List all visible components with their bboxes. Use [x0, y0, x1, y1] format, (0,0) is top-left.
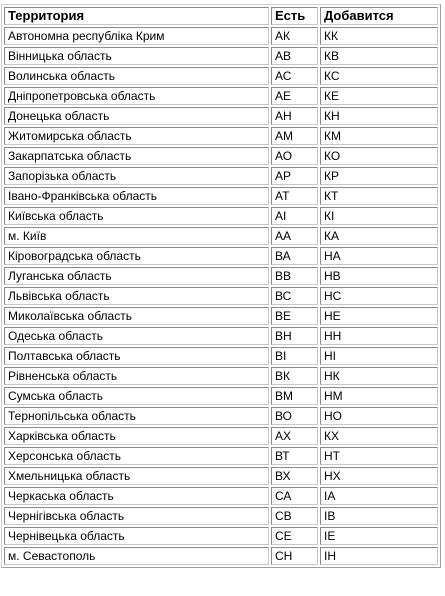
territory-cell: Автономна республіка Крим — [4, 27, 269, 45]
table-row — [4, 87, 438, 105]
territory-cell: Запорізька область — [4, 167, 269, 185]
new-code-cell: КС — [320, 67, 438, 85]
new-code-cell: НМ — [320, 387, 438, 405]
new-code-cell: КВ — [320, 47, 438, 65]
territory-cell: Херсонська область — [4, 447, 269, 465]
table-row — [4, 67, 438, 85]
current-code-cell: АА — [271, 227, 318, 245]
table-row — [4, 167, 438, 185]
table-row — [4, 147, 438, 165]
current-code-cell: АТ — [271, 187, 318, 205]
territory-cell: Івано-Франківська область — [4, 187, 269, 205]
header-territory: Территория — [4, 7, 269, 25]
territory-cell: Тернопільська область — [4, 407, 269, 425]
current-code-cell: ВН — [271, 327, 318, 345]
table-row — [4, 27, 438, 45]
new-code-cell: ІА — [320, 487, 438, 505]
territory-cell: Луганська область — [4, 267, 269, 285]
new-code-cell: НЕ — [320, 307, 438, 325]
territory-cell: Чернігівська область — [4, 507, 269, 525]
table-row — [4, 547, 438, 565]
table-row — [4, 47, 438, 65]
territory-cell: Чернівецька область — [4, 527, 269, 545]
territory-cell: Хмельницька область — [4, 467, 269, 485]
table-row — [4, 327, 438, 345]
current-code-cell: СЕ — [271, 527, 318, 545]
current-code-cell: ВМ — [271, 387, 318, 405]
current-code-cell: ВА — [271, 247, 318, 265]
current-code-cell: АМ — [271, 127, 318, 145]
new-code-cell: КК — [320, 27, 438, 45]
table-row — [4, 427, 438, 445]
territory-cell: Вінницька область — [4, 47, 269, 65]
territory-cell: Закарпатська область — [4, 147, 269, 165]
territory-cell: Кіровоградська область — [4, 247, 269, 265]
table-row — [4, 247, 438, 265]
current-code-cell: АХ — [271, 427, 318, 445]
new-code-cell: НС — [320, 287, 438, 305]
current-code-cell: ВЕ — [271, 307, 318, 325]
table-body — [4, 27, 438, 565]
current-code-cell: ВО — [271, 407, 318, 425]
new-code-cell: КА — [320, 227, 438, 245]
territory-cell: м. Київ — [4, 227, 269, 245]
region-codes-table — [1, 4, 441, 568]
table-row — [4, 387, 438, 405]
table-row — [4, 227, 438, 245]
table-row — [4, 187, 438, 205]
current-code-cell: АС — [271, 67, 318, 85]
current-code-cell: СН — [271, 547, 318, 565]
current-code-cell: ВВ — [271, 267, 318, 285]
new-code-cell: НІ — [320, 347, 438, 365]
territory-cell: Київська область — [4, 207, 269, 225]
new-code-cell: НА — [320, 247, 438, 265]
header-current-code: Есть — [271, 7, 318, 25]
territory-cell: м. Севастополь — [4, 547, 269, 565]
new-code-cell: КІ — [320, 207, 438, 225]
table-row — [4, 347, 438, 365]
new-code-cell: ІВ — [320, 507, 438, 525]
new-code-cell: НВ — [320, 267, 438, 285]
current-code-cell: АК — [271, 27, 318, 45]
table-row — [4, 487, 438, 505]
table-row — [4, 107, 438, 125]
current-code-cell: ВІ — [271, 347, 318, 365]
new-code-cell: КХ — [320, 427, 438, 445]
current-code-cell: АО — [271, 147, 318, 165]
current-code-cell: АЕ — [271, 87, 318, 105]
table-row — [4, 267, 438, 285]
territory-cell: Черкаська область — [4, 487, 269, 505]
current-code-cell: СА — [271, 487, 318, 505]
territory-cell: Дніпропетровська область — [4, 87, 269, 105]
table-row — [4, 287, 438, 305]
table-row — [4, 507, 438, 525]
new-code-cell: КН — [320, 107, 438, 125]
territory-cell: Донецька область — [4, 107, 269, 125]
new-code-cell: ІЕ — [320, 527, 438, 545]
current-code-cell: ВК — [271, 367, 318, 385]
new-code-cell: НО — [320, 407, 438, 425]
new-code-cell: НТ — [320, 447, 438, 465]
territory-cell: Харківська область — [4, 427, 269, 445]
new-code-cell: НН — [320, 327, 438, 345]
current-code-cell: ВТ — [271, 447, 318, 465]
table-row — [4, 207, 438, 225]
table-header-row — [4, 7, 438, 25]
table-row — [4, 467, 438, 485]
territory-cell: Сумська область — [4, 387, 269, 405]
table-row — [4, 367, 438, 385]
territory-cell: Волинська область — [4, 67, 269, 85]
clipped-text-above — [0, 0, 445, 2]
current-code-cell: АІ — [271, 207, 318, 225]
table-row — [4, 407, 438, 425]
new-code-cell: КР — [320, 167, 438, 185]
current-code-cell: ВХ — [271, 467, 318, 485]
table-row — [4, 527, 438, 545]
table-row — [4, 447, 438, 465]
table-row — [4, 127, 438, 145]
current-code-cell: ВС — [271, 287, 318, 305]
current-code-cell: АН — [271, 107, 318, 125]
new-code-cell: НХ — [320, 467, 438, 485]
territory-cell: Рівненська область — [4, 367, 269, 385]
current-code-cell: АВ — [271, 47, 318, 65]
new-code-cell: НК — [320, 367, 438, 385]
header-new-code: Добавится — [320, 7, 438, 25]
new-code-cell: КМ — [320, 127, 438, 145]
current-code-cell: СВ — [271, 507, 318, 525]
current-code-cell: АР — [271, 167, 318, 185]
table-row — [4, 307, 438, 325]
territory-cell: Житомирська область — [4, 127, 269, 145]
territory-cell: Одеська область — [4, 327, 269, 345]
new-code-cell: КО — [320, 147, 438, 165]
new-code-cell: КТ — [320, 187, 438, 205]
territory-cell: Полтавська область — [4, 347, 269, 365]
territory-cell: Миколаївська область — [4, 307, 269, 325]
new-code-cell: КЕ — [320, 87, 438, 105]
new-code-cell: ІН — [320, 547, 438, 565]
territory-cell: Львівська область — [4, 287, 269, 305]
